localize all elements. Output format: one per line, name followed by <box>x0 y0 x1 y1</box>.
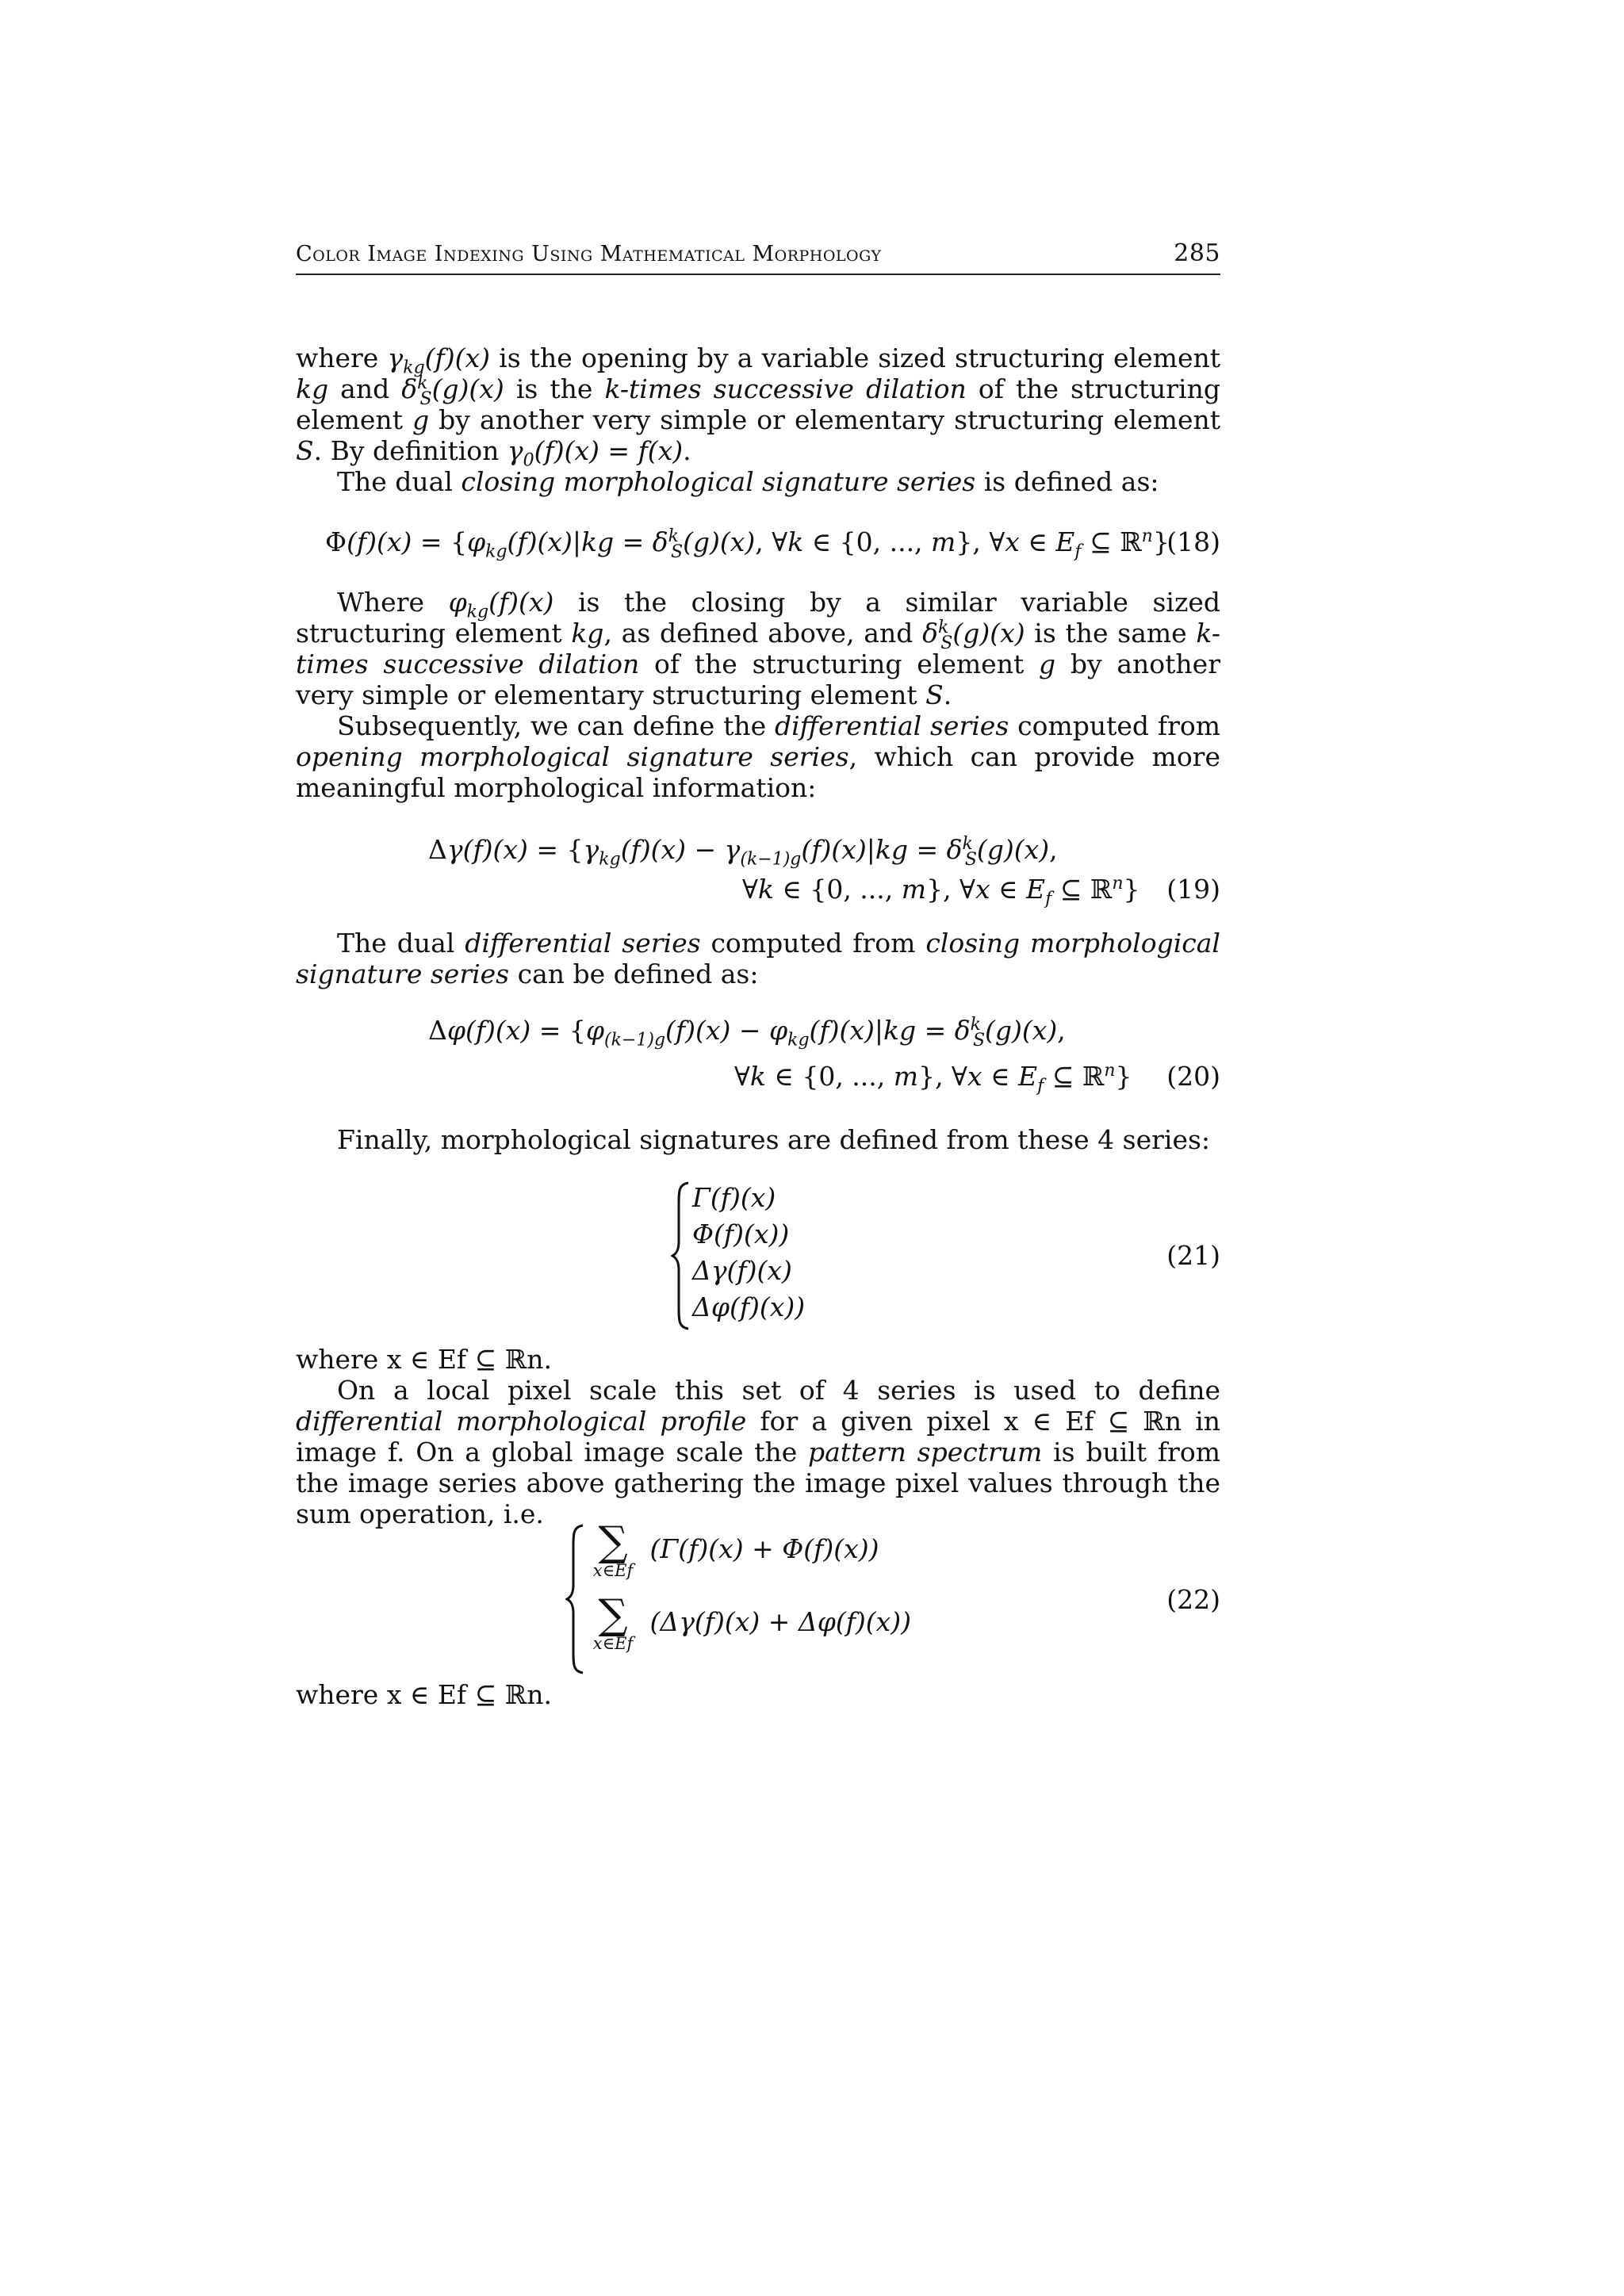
emphasis: k-times successive dilation <box>604 373 967 404</box>
text-span: where <box>296 342 388 373</box>
paragraph-9 <box>296 1679 1220 1710</box>
equation-20-line-1: $\Delta\varphi(f)(x) = \{\varphi_{(k-1)g}(f)(x) - \varphi_{kg}(f)(x)|kg = \delta^k_S(g)(x)$, <box>428 1015 1066 1050</box>
equation-18-body: $\Phi(f)(x) = \{\varphi_{kg}(f)(x)|kg = \delta^k_S(g)(x)$, ∀k ∈ {0, ..., m}, ∀x ∈ $E_f$ ⊆ ℝ$^n$} <box>325 526 1170 562</box>
text-span: . By definition <box>313 435 508 466</box>
math-delta-s-k: $\delta^k_S(g)(x)$ <box>401 373 504 409</box>
math-gamma-0: $\gamma_0(f)(x) = f(x)$ <box>507 435 684 471</box>
emphasis: differential morphological profile <box>296 1406 747 1437</box>
text-span: is the closing by a similar variable sized structuring element <box>296 587 1220 649</box>
running-head <box>296 239 1220 275</box>
page-number: 285 <box>1174 239 1220 267</box>
equation-21 <box>296 1180 1220 1338</box>
text-span: , as defined above, and <box>603 618 923 649</box>
equation-21-row: Δγ(f)(x) <box>692 1255 792 1286</box>
text-span: for a given pixel x ∈ Ef ⊆ ℝn in image f. On a global image scale the <box>296 1406 1220 1468</box>
text-span: can be defined as: <box>509 959 759 989</box>
text-span: where x ∈ Ef ⊆ ℝn. <box>296 1344 552 1375</box>
left-brace-icon <box>565 1524 586 1674</box>
math-gamma-kg: $\gamma_{kg}(f)(x)$ <box>387 342 490 378</box>
text-span: is the same <box>1025 618 1197 649</box>
left-brace-icon <box>671 1181 691 1330</box>
equation-22-term: (Γ(f)(x) + Φ(f)(x)) <box>649 1533 879 1564</box>
equation-22-row-1 <box>589 1518 879 1580</box>
text-span: is defined as: <box>975 466 1159 497</box>
paragraph-8 <box>296 1344 1220 1529</box>
math-phi-kg: $\varphi_{kg}(f)(x)$ <box>448 587 554 622</box>
math-g: g <box>1038 649 1056 679</box>
equation-number: (18) <box>1166 526 1220 557</box>
equation-number: (19) <box>1166 874 1220 905</box>
sum-limit: x∈Ef <box>592 1561 634 1580</box>
equation-20-line-2: ∀k ∈ {0, ..., m}, ∀x ∈ $E_f$ ⊆ ℝ$^n$} <box>734 1061 1132 1096</box>
emphasis: k-times successive dilation <box>296 618 1220 679</box>
math-kg: kg <box>571 618 604 649</box>
text-span: On a local pixel scale this set of 4 series is used to define <box>337 1375 1220 1406</box>
equation-18 <box>296 526 1220 562</box>
text-span: computed from <box>1009 710 1220 741</box>
math-delta-s-k: $\delta^k_S(g)(x)$ <box>922 618 1025 653</box>
text-span: Finally, morphological signatures are defined from these 4 series: <box>337 1124 1211 1155</box>
running-title: Color Image Indexing Using Mathematical Morphology <box>296 242 882 266</box>
equation-20 <box>296 1015 1220 1094</box>
text-span: of the structuring element <box>296 373 1220 435</box>
emphasis: closing morphological signature series <box>296 928 1220 989</box>
text-span: Where <box>337 587 449 618</box>
text-span: . <box>943 679 952 710</box>
emphasis: differential series <box>465 928 701 959</box>
emphasis: closing morphological signature series <box>461 466 976 497</box>
math-kg: kg <box>296 373 329 404</box>
paragraph-1 <box>296 342 1220 497</box>
text-span: . <box>683 435 691 466</box>
equation-21-row: Γ(f)(x) <box>692 1182 776 1213</box>
text-span: and <box>328 373 402 404</box>
emphasis: pattern spectrum <box>808 1437 1043 1468</box>
equation-21-row: Δφ(f)(x)) <box>692 1292 806 1322</box>
text-span: where x ∈ Ef ⊆ ℝn. <box>296 1679 552 1710</box>
equation-19-line-1: $\Delta\gamma(f)(x) = \{\gamma_{kg}(f)(x) - \gamma_{(k-1)g}(f)(x)|kg = \delta^k_S(g)(x)$, <box>428 834 1058 870</box>
equation-number: (20) <box>1166 1061 1220 1092</box>
equation-number: (21) <box>1166 1240 1220 1271</box>
text-span: Subsequently, we can define the <box>337 710 775 741</box>
emphasis: opening morphological signature series <box>296 741 849 772</box>
equation-22-row-2 <box>589 1591 912 1653</box>
text-span: is the opening by a variable sized structuring element <box>489 342 1220 373</box>
text-span: is the <box>504 373 605 404</box>
summation-icon: ∑ <box>598 1518 628 1566</box>
math-g: g <box>412 404 430 435</box>
text-span: of the structuring element <box>639 649 1039 679</box>
equation-number: (22) <box>1166 1584 1220 1615</box>
equation-22-term: (Δγ(f)(x) + Δφ(f)(x)) <box>649 1606 912 1637</box>
text-span: , which can provide more meaningful morphological information: <box>296 741 1220 803</box>
equation-19-line-2: ∀k ∈ {0, ..., m}, ∀x ∈ $E_f$ ⊆ ℝ$^n$} <box>742 874 1140 909</box>
paragraph-3 <box>296 587 1220 803</box>
summation-icon: ∑ <box>598 1591 628 1639</box>
text-span: The dual <box>337 928 465 959</box>
text-span: is built from the image series above gathering the image pixel values through the sum operation, i.e. <box>296 1437 1220 1529</box>
text-span: by another very simple or elementary structuring element <box>296 649 1220 710</box>
text-span: computed from <box>700 928 926 959</box>
paragraph-6 <box>296 1124 1220 1155</box>
emphasis: differential series <box>774 710 1009 741</box>
math-S: S <box>925 679 944 710</box>
equation-21-row: Φ(f)(x)) <box>692 1219 790 1249</box>
sum-limit: x∈Ef <box>592 1634 634 1653</box>
math-S: S <box>296 435 314 466</box>
text-span: The dual <box>337 466 462 497</box>
equation-22 <box>296 1518 1220 1681</box>
equation-21-rows <box>692 1180 805 1326</box>
paragraph-5 <box>296 928 1220 989</box>
text-span: by another very simple or elementary structuring element <box>429 404 1220 435</box>
equation-19 <box>296 834 1220 909</box>
